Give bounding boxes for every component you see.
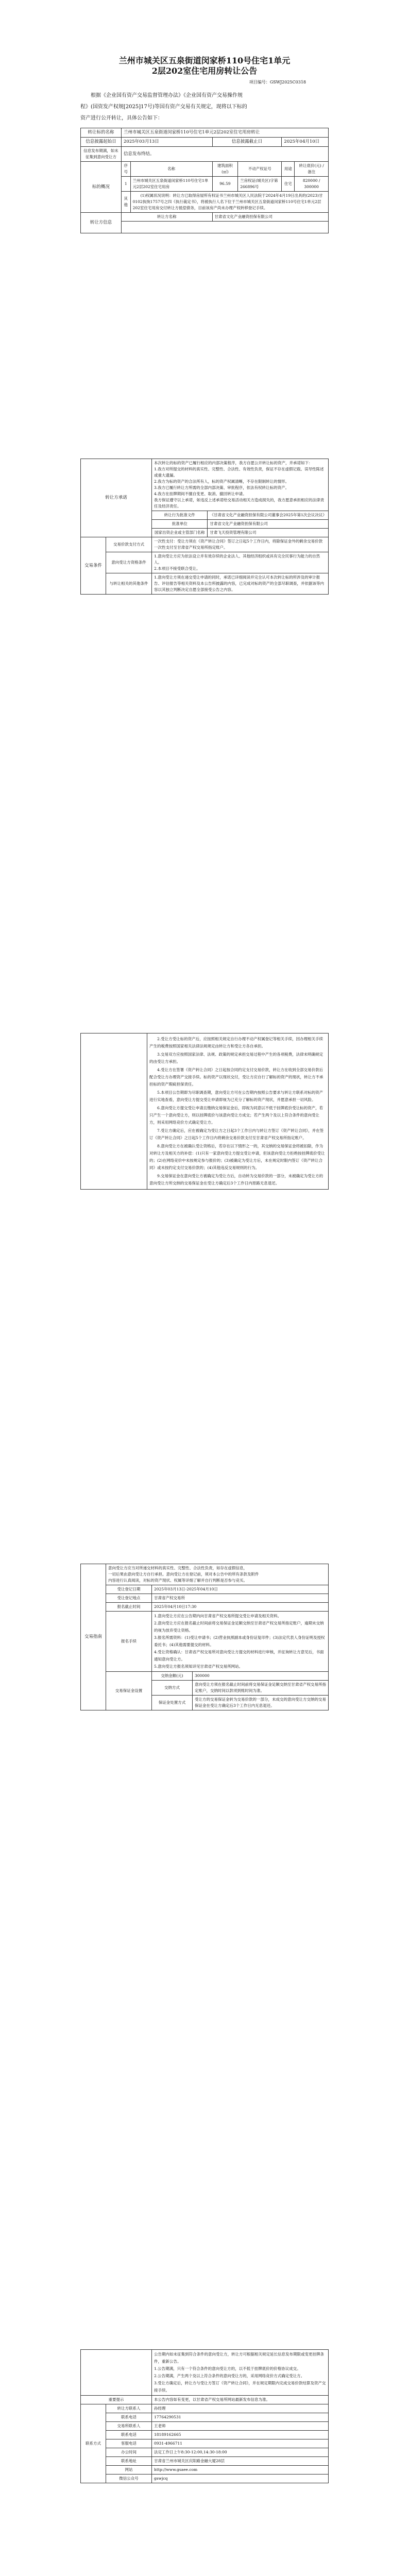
contact-label: 联系方式 — [81, 2404, 106, 2483]
cont-para-1: 3.交易双方应按照国家法律、法规、政策的规定承担交易过程中产生的各项税费，法律未明确规定的由受让方承担。 — [149, 1052, 323, 1064]
row-cert: 兰房权证(城关区)字第266896号 — [238, 177, 282, 192]
method-line-3: 4.受让资格确认：甘肃省产权交易所对意向受让方提交的材料进行审核，并征询转让方意见后，书面通知意向受让方。 — [154, 1650, 324, 1662]
reg-time-value: 2025年04月10日17:30 — [152, 1603, 329, 1612]
commitment-line-4: 4.我方在挂牌期间不擅自变更、取消、撤回转让申请。 — [154, 492, 247, 496]
row-price: 820000 / 300000 — [295, 177, 329, 192]
title-line-2: 2层202室住宅用房转让公告 — [151, 66, 258, 76]
method-text — [152, 1612, 329, 1672]
reg-time-label: 报名截止时间 — [106, 1603, 152, 1612]
col-area: 建筑面积(㎡) — [212, 162, 238, 177]
reg-place-value: 甘肃省产权交易所 — [152, 1594, 329, 1603]
web-label: 网站 — [106, 2466, 152, 2475]
hours-value: 法定工作日上午8:30-12:00,14:30-18:00 — [152, 2448, 329, 2457]
pay-text: 一次性支付：受让方须在《资产转让合同》签订之日起5个工作日内，将除保证金外的剩余交易价款一次性支付至甘肃省产权交易所指定账户。 — [152, 537, 329, 552]
notes-value: 本公告内容如有变更，以甘肃省产权交易所网站最新发布信息为准。 — [152, 2396, 329, 2404]
exchange-phone-label: 联系电话 — [106, 2431, 152, 2439]
final-line-2: 2.公告期满，产生两个及以上符合条件的意向受让方的，采用网络竞价方式确定受让方。 — [154, 2374, 305, 2378]
deposit-amount-value: 300000 — [193, 1672, 329, 1681]
pay-label: 交易价款支付方式 — [106, 537, 152, 552]
continuation-blank-cell — [81, 1033, 147, 1190]
cont-para-4: 6.意向受让方提交受让申请且缴纳交易保证金后，即视为同意以不低于挂牌底价受让标的资产，若只产生一个意向受让方，则以挂牌底价与该意向受让方成交；若产生两个及以上符合条件的意向受让方，则采用网络竞价方式确定受让方。 — [149, 1106, 323, 1125]
reg-label: 受让登记日期 — [106, 1585, 152, 1594]
method-line-2: 3.报名所需资料：(1)受让申请书；(2)营业执照副本或身份证复印件；(3)法定代表人身份证明及授权委托书；(4)其他需要提交的材料。 — [154, 1635, 325, 1647]
title-line-1: 兰州市城关区五泉街道闵家桥110号住宅1单元 — [118, 56, 291, 65]
cond-text: 1.意向受让方须在递交受让申请的同时，承诺已详细阅读并完全认可本次转让标的所涉及的审计报告、评估报告等相关资料及本公告所披露的内容，已完成对标的资产的全部尽职调查，并依据该等内容以其独立判断决定自愿全部接受公告之内容。 — [152, 573, 329, 595]
contact-table — [80, 2349, 329, 2483]
conditions-section-label: 交易条件 — [81, 537, 106, 595]
deposit-way-value: 意向受让方须在报名截止时间前将交易保证金足额交纳至甘肃省产权交易所指定账户，交纳时间以款项到账时间为准。 — [193, 1681, 329, 1696]
method-line-1: 2.意向受让方应在报名截止时间前将交易保证金足额交纳至甘肃省产权交易所指定账户，逾期未交纳的视为放弃受让资格。 — [154, 1621, 324, 1633]
cont-para-3: 5.本项目公告期即为尽职调查期，意向受让方可在公告期内按照公告要求与转让方联系对标的资产进行实地查看，意向受让方提交受让申请即视为已充分了解标的资产现状，并愿意承担一切风险。 — [149, 1090, 323, 1102]
method-line-4: 5.意向受让方报名须知详见甘肃省产权交易所网站。 — [154, 1664, 243, 1669]
exchange-person-label: 交易所联系人 — [106, 2422, 152, 2431]
supervision-label: 国家出资企业或主管部门名称 — [152, 529, 208, 537]
deposit-way-label: 交纳方式 — [152, 1681, 193, 1696]
transferor-name: 甘肃省文化产业融资担保有限公司 — [212, 213, 328, 222]
hotline-value: 0931-4966711 — [152, 2439, 329, 2448]
commitment-label: 转让方承诺 — [81, 459, 152, 537]
extend-value: 信息发布终结。 — [122, 147, 329, 162]
commitment-line-1: 1.我方对所提交的材料的真实性、完整性、合法性、有效性负责，保证不存在虚假记载、误导性陈述或重大遗漏。 — [154, 467, 324, 478]
qual-text — [152, 552, 329, 573]
basic-info-table — [80, 128, 329, 233]
commitment-table — [80, 459, 329, 595]
method-line-0: 1.意向受让方应在公告期内向甘肃省产权交易所提交受让申请及相关资料。 — [154, 1614, 282, 1618]
continuation-table — [80, 1033, 329, 1190]
commitment-text — [152, 459, 329, 511]
hotline-label: 客服电话 — [106, 2439, 152, 2448]
end-date-label: 信息披露截止日 — [212, 138, 282, 147]
guide-table — [80, 1564, 329, 1710]
transferor-label: 转让方信息 — [81, 213, 122, 233]
method-label: 报名手续 — [106, 1612, 152, 1672]
subject-label: 转让标的名称 — [81, 128, 122, 138]
deposit-rule-label: 保证金处置方式 — [152, 1696, 193, 1710]
guide-intro-line-0: 意向受让方应当对所递交材料的真实性、完整性、合法性负责，如存在虚假信息， — [108, 1566, 247, 1570]
other-text: (1)权属状况说明：转让方已取得房屋所有权证书兰州市城关区人民法院于2024年4月19日出具的(2023)甘0102执恢1757号之四《执行裁定书》，将被执行人名下位于兰州市城关区五泉街道闵家桥110号住宅1单元2层202室住宅用房交付转让方抵偿债务，目前该房产尚未办理产权转移登记手续。 — [130, 192, 328, 213]
row-name: 兰州市城关区五泉街道闵家桥110号住宅1单元2层202室住宅用房 — [130, 177, 212, 192]
page-title — [0, 56, 409, 76]
exchange-person-value: 王老师 — [152, 2422, 329, 2431]
intro-line-1: 根据《企业国有资产交易监督管理办法》《企业国有资产交易操作规 — [91, 93, 243, 98]
commitment-line-5: 我方保证遵守以上承诺，如违反上述承诺给交易活动相关方造成损失的，我方愿意承担相应的法律责任及经济责任。 — [154, 498, 324, 509]
intro-line-2: 程》(国资发产权规[2025]17号)等国有资产交易有关规定，现将以下标的 — [80, 104, 247, 110]
start-date-label: 信息披露起始日 — [81, 138, 122, 147]
transferor-blank — [122, 222, 329, 233]
row-use: 住宅 — [282, 177, 295, 192]
wechat-label: 微信公众号 — [106, 2475, 152, 2483]
project-number-label: 项目编号： — [249, 80, 270, 84]
subject-value: 兰州市城关区五泉街道闵家桥110号住宅1单元2层202室住宅用房转让 — [122, 128, 329, 138]
exchange-phone-value: 18189162665 — [152, 2431, 329, 2439]
hours-label: 办公时间 — [106, 2448, 152, 2457]
intro-line-3: 资产进行公开转让，具体公告如下： — [80, 115, 163, 121]
row-note-text: 300000 — [304, 184, 319, 189]
other-label: 其他 — [122, 192, 131, 213]
qual-label: 意向受让方资格条件 — [106, 552, 152, 573]
row-price-text: 820000 — [302, 178, 318, 183]
intro-text — [80, 90, 327, 124]
commitment-line-3: 3.我方已履行转让方所需的全部内部决策、审批程序，依法有权转让标的资产。 — [154, 485, 289, 490]
final-blank-cell — [81, 2350, 152, 2396]
cont-para-5: 7.受让方确定后，应在被确定为受让方之日起3个工作日内与转让方签订《资产转让合同》，并在签订《资产转让合同》之日起5个工作日内将剩余交易价款支付至甘肃省产权交易所指定账户。 — [149, 1128, 324, 1140]
guide-section-label: 交易指南 — [81, 1564, 106, 1710]
cont-para-6: 8.意向受让方在被确认受让资格后，若存在以下情形之一的，其交纳的交易保证金将被扣除，作为对转让方及相关方的补偿：(1)只有一家意向受让方提交受让申请，但该意向受让方拒绝按挂牌底价受让的；(2)在网络竞价中未按规定参与报价的；(3)被确定为受让方后，未在规定时限内签订《资产转让合同》或未按约定支付交易价款的；(4)其他违反交易规则的行为。 — [149, 1144, 325, 1170]
contact-phone-value: 17764290531 — [152, 2413, 329, 2422]
qual-line-1: 1.意向受让方应为依法设立并有效存续的企业法人、其他经济组织或具有完全民事行为能力的自然人。 — [154, 554, 320, 565]
col-name: 名称 — [130, 162, 212, 177]
contact-person-label: 转让方联系人 — [106, 2404, 152, 2413]
commitment-line-0: 本次转让的标的资产已履行相应的内部决策程序，我方自愿公开转让标的资产，并承诺如下： — [154, 461, 313, 465]
addr-label: 联系地址 — [106, 2457, 152, 2466]
project-number-value: GSWJ2025C0318 — [269, 80, 306, 84]
col-no: 序号 — [122, 162, 131, 177]
commitment-line-2: 2.我方为标的资产的合法所有人，标的资产权属清晰，不存在限制转让的情形。 — [154, 479, 289, 484]
deposit-label: 交易保证金设置 — [106, 1672, 152, 1710]
approval-value: 《甘肃省文化产业融资担保有限公司董事会2025年第1次会议决议》 — [208, 511, 329, 520]
final-line-1: 1.公告期满，只有一个符合条件的意向受让方的，以不低于挂牌底价的价格协议成交。 — [154, 2366, 301, 2371]
approval-org-value: 甘肃省文化产业融资担保有限公司 — [208, 520, 329, 529]
approval-org-label: 批准单位 — [152, 520, 208, 529]
final-line-0: 公告期内如未征集到符合条件的意向受让方，转让方可根据相关规定延长信息发布期限或变更挂牌条件，重新公告。 — [154, 2352, 324, 2364]
col-use: 用途 — [282, 162, 295, 177]
col-note-text: 备注 — [308, 170, 316, 174]
deposit-rule-value: 受让方的交易保证金转为交易价款的一部分，未成交的意向受让方交纳的交易保证金在受让方确定后3个工作日内无息退还。 — [193, 1696, 329, 1710]
final-text — [152, 2350, 329, 2396]
addr-value: 甘肃省兰州市城关区庆阳路金融大厦28层 — [152, 2457, 329, 2466]
contact-person-value: 孙经理 — [152, 2404, 329, 2413]
cont-para-7: 9.交易保证金在意向受让方被确定为受让方后，自动转为交易价款的一部分，未被确定为受让方的意向受让方所交纳的交易保证金在受让方确定后3个工作日内原路无息退还。 — [149, 1174, 323, 1185]
row-area: 96.59 — [212, 177, 238, 192]
supervision-value: 甘肃飞天投资管理有限公司 — [208, 529, 329, 537]
qual-line-2: 2.本项目不接受联合受让。 — [154, 566, 200, 571]
guide-intro-line-2: 内容进行认真阅读，对标的资产现状、权属等详细了解并自行判断是否参与竞买。 — [108, 1578, 247, 1583]
notes-label: 重要提示 — [81, 2396, 152, 2404]
row-no: 1 — [122, 177, 131, 192]
start-date-value: 2025年03月13日 — [122, 138, 213, 147]
cont-para-0: 2.受让方受让标的资产后，应按照相关规定自行办理不动产权属登记等相关手续，因办理相关手续产生的税费按照国家相关法律法规规定由转让方和受让方各自承担。 — [149, 1037, 323, 1048]
guide-intro — [106, 1564, 329, 1585]
guide-intro-line-1: 一切后果由意向受让方自行承担。意向受让方在登记前，须对本公告中的所有条款及附件 — [108, 1572, 259, 1577]
reg-value: 2025年03月13日-2025年04月10日 — [152, 1585, 329, 1594]
target-label: 标的概况 — [81, 162, 122, 213]
extend-label: 信息发布期满，如未征集到意向受让方 — [81, 147, 122, 162]
reg-place-label: 受让登记地点 — [106, 1594, 152, 1603]
col-price-text: 转让底价(元) — [299, 163, 321, 168]
contact-phone-label: 联系电话 — [106, 2413, 152, 2422]
cond-label: 与转让相关的其他条件 — [106, 573, 152, 595]
col-price: 转让底价(元) / 备注 — [295, 162, 329, 177]
final-line-3: 3.受让方确定后，转让方与受让方签订《资产转让合同》，并在规定期限内完成交易价款结算及资产交接手续。 — [154, 2381, 326, 2393]
wechat-value: gswjcq — [152, 2475, 329, 2483]
deposit-amount-label: 交纳金额(元) — [152, 1672, 193, 1681]
web-link[interactable]: http://www.gsaee.com — [152, 2466, 329, 2475]
continuation-text — [147, 1033, 329, 1190]
project-number — [0, 79, 409, 85]
approval-label: 转让行为批准文件 — [152, 511, 208, 520]
cont-para-2: 4.受让方在签署《资产转让合同》之日起按合同约定支付交易价款，转让方在收到全部交易价款后配合受让方办理资产交接手续。标的资产以现状交付，受让方应自行了解标的资产的现状，转让方不承担标的资产瑕疵担保责任。 — [149, 1067, 323, 1087]
transferor-name-label: 转让方名称 — [122, 213, 213, 222]
end-date-value: 2025年04月10日 — [282, 138, 329, 147]
col-cert: 不动产权证号 — [238, 162, 282, 177]
